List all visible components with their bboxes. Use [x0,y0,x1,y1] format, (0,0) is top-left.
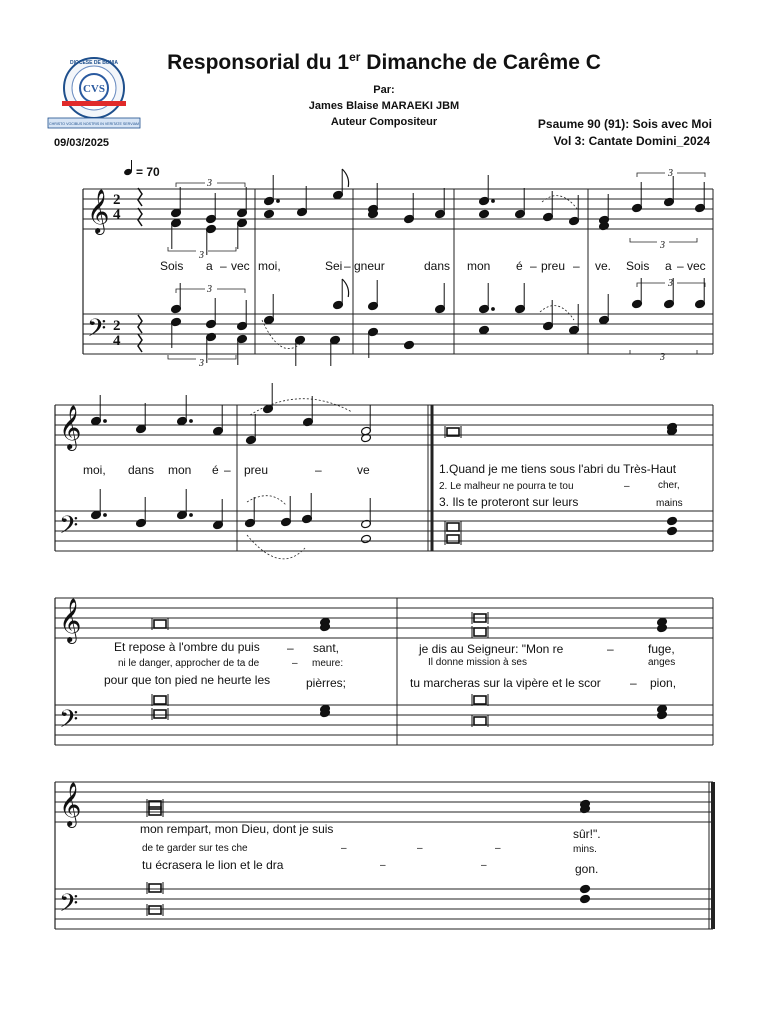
lyric-syllable: é [516,259,523,273]
note-dot [190,514,193,517]
verse-3-line-c: tu marcheras sur la vipère et le scor [410,676,601,690]
lyric-hyphen: – [220,259,227,273]
verse-3-end-d: gon. [575,862,599,876]
lyric-syllable: é [212,463,219,477]
verse-1-end-d: sûr!". [573,827,601,841]
note-dot [104,420,107,423]
logo-ribbon-text: CHRISTO VOCIBUS NOSTRIS IN VERITATE SERVIAM [49,122,139,126]
note-head [479,325,490,335]
verse-1-line-a: 1.Quand je me tiens sous l'abri du Très-Haut [439,462,677,476]
verse-2-line-a: 2. Le malheur ne pourra te tou [439,481,574,492]
lyric-syllable: mon [168,463,192,477]
verse-3-line-b: pour que ton pied ne heurte les [104,673,271,687]
breve-note [149,884,161,892]
verse-2-line-d: de te garder sur tes che [142,843,248,854]
lyric-hyphen: – [417,843,423,854]
lyric-syllable: vec [687,259,706,273]
lyric-hyphen: – [224,463,231,477]
svg-text:= 70: = 70 [136,165,160,179]
lyric-hyphen: – [287,641,294,655]
treble-clef: 𝄞 [59,405,82,449]
verse-2-end-c: anges [648,657,676,668]
verse-1-end-c: fuge, [648,642,675,656]
note-dot [492,200,495,203]
lyric-syllable: Sois [160,259,184,273]
svg-text:4: 4 [113,207,121,223]
lyric-syllable: a [665,259,672,273]
note-head [580,884,591,894]
note-flag [342,279,348,297]
breve-note [474,696,486,704]
lyric-hyphen: – [315,463,322,477]
bass-clef: 𝄢 [59,511,79,546]
verse-3-end-c: pion, [650,676,677,690]
lyric-syllable: a [206,259,213,273]
verse-2-end-b: meure: [312,658,344,669]
verse-3-end-b: pièrres; [306,676,347,690]
verse-2-end-d: mins. [573,844,597,855]
note-dot [190,420,193,423]
lyric-syllable: mon [467,259,491,273]
lyric-hyphen: – [607,642,614,656]
breve-note [154,696,166,704]
note-dot [104,514,107,517]
composer-name: James Blaise MARAEKI JBM [308,100,460,112]
svg-text:4: 4 [113,333,121,349]
svg-text:3: 3 [660,240,665,251]
lyric-syllable: preu [541,259,566,273]
note-head [580,894,591,904]
note-head [404,340,415,350]
lyric-hyphen: – [292,658,298,669]
treble-clef: 𝄞 [59,598,82,642]
svg-text:3: 3 [668,168,673,179]
svg-text:3: 3 [207,284,212,295]
tempo-marking [123,160,160,179]
svg-text:3: 3 [207,178,212,189]
note-head [479,209,490,219]
logo-center-text: CVS [82,83,106,95]
note-flag [342,169,348,187]
rest-mark [138,334,142,352]
svg-text:2: 2 [113,318,121,334]
rest-mark [138,208,142,226]
logo-ring-text: DIOCESE DE BUNIA [69,60,119,66]
svg-text:3: 3 [660,352,665,363]
breve-note [154,620,166,628]
note-head [264,209,275,219]
verse-1-end-b: sant, [313,641,340,655]
breve-note [149,906,161,914]
treble-clef: 𝄞 [87,189,110,233]
lyric-syllable: moi, [258,259,281,273]
verse-2-end-a: cher, [658,480,680,491]
date-label: 09/03/2025 [54,137,110,149]
bass-clef: 𝄢 [59,889,79,924]
breve-note [474,628,486,636]
verse-3-end-a: mains [656,498,683,509]
breve-note [474,717,486,725]
by-label: Par: [373,84,395,96]
page-title: Responsorial du 1er Dimanche de Carême C [167,50,601,74]
note-dot [277,200,280,203]
lyric-hyphen: – [495,843,501,854]
verse-1-line-b: Et repose à l'ombre du puis [114,640,260,654]
lyric-hyphen: – [481,860,487,871]
lyric-syllable: Sois [626,259,650,273]
svg-text:3: 3 [199,358,204,369]
note-head [667,516,678,526]
breve-note [447,523,459,531]
note-head [667,526,678,536]
lyric-syllable: dans [128,463,155,477]
lyric-hyphen: – [677,259,684,273]
breve-note [154,710,166,718]
note-dot [492,308,495,311]
lyric-syllable: preu [244,463,269,477]
lyric-hyphen: – [624,481,630,492]
svg-text:3: 3 [199,250,204,261]
rest-mark [138,188,142,206]
lyric-hyphen: – [341,843,347,854]
verse-2-line-c: Il donne mission à ses [428,657,527,668]
lyric-hyphen: – [380,860,386,871]
verse-1-line-d: mon rempart, mon Dieu, dont je suis [140,822,334,836]
bass-clef: 𝄢 [87,314,107,349]
treble-clef: 𝄞 [59,782,82,826]
svg-text:2: 2 [113,192,121,208]
composer-role: Auteur Compositeur [330,116,438,128]
verse-2-line-b: ni le danger, approcher de ta de [118,658,260,669]
lyric-hyphen: – [344,259,351,273]
lyric-syllable: gneur [354,259,385,273]
lyric-hyphen: – [530,259,537,273]
lyric-syllable: Sei [325,259,343,273]
time-signature [113,192,121,349]
verse-1-line-c: je dis au Seigneur: "Mon re [419,642,564,656]
lyric-syllable: moi, [83,463,106,477]
psalm-title: Psaume 90 (91): Sois avec Moi [537,117,712,131]
lyric-syllable: dans [424,259,451,273]
lyric-syllable: ve [357,463,370,477]
verse-3-line-a: 3. Ils te proteront sur leurs [439,495,579,509]
bass-clef: 𝄢 [59,705,79,740]
lyric-hyphen: – [630,676,637,690]
lyric-syllable: vec [231,259,250,273]
verse-3-line-d: tu écrasera le lion et le dra [142,858,284,872]
lyric-syllable: ve. [595,259,612,273]
svg-text:3: 3 [668,278,673,289]
volume-title: Vol 3: Cantate Domini_2024 [553,134,710,148]
lyric-hyphen: – [573,259,580,273]
breve-note [447,535,459,543]
note-head [361,534,372,544]
